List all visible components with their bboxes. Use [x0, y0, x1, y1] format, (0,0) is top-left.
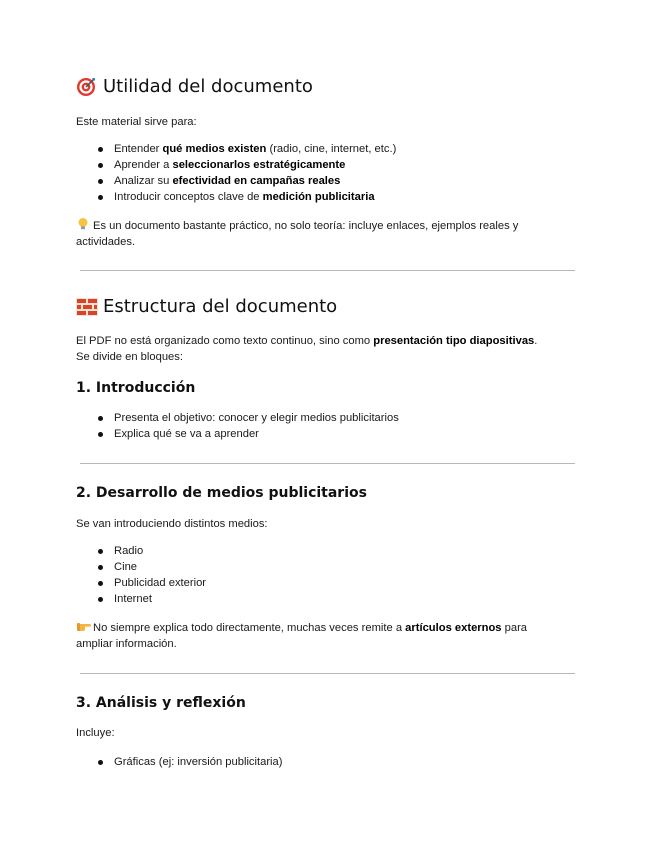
list-item: Cine: [96, 559, 206, 575]
intro-text: Este material sirve para:: [76, 116, 197, 128]
list-item: Entender qué medios existen (radio, cine, internet, etc.): [96, 141, 396, 157]
includes-intro: Incluye:: [76, 727, 115, 739]
list-item: Publicidad exterior: [96, 575, 206, 591]
purpose-list: [96, 141, 396, 205]
block-heading-introduccion: 1. Introducción: [76, 380, 196, 396]
list-item: Explica qué se va a aprender: [96, 426, 399, 442]
divider: [80, 463, 575, 464]
lightbulb-icon: [76, 217, 90, 231]
list-item: Gráficas (ej: inversión publicitaria): [96, 754, 283, 770]
section-title: Estructura del documento: [103, 296, 338, 317]
block-heading-desarrollo: 2. Desarrollo de medios publicitarios: [76, 485, 367, 501]
introduction-list: [96, 410, 399, 442]
list-item: Aprender a seleccionarlos estratégicamente: [96, 157, 396, 173]
list-item: Presenta el objetivo: conocer y elegir medios publicitarios: [96, 410, 399, 426]
pointing-hand-icon: [76, 619, 90, 633]
brick-icon: [76, 297, 96, 317]
list-item: Radio: [96, 543, 206, 559]
media-intro: Se van introduciendo distintos medios:: [76, 518, 268, 530]
section-heading-utilidad: [76, 76, 313, 97]
structure-intro: El PDF no está organizado como texto continuo, sino como presentación tipo diapositivas. Se divide en bloques:: [76, 335, 538, 363]
section-heading-estructura: [76, 296, 337, 317]
divider: [80, 673, 575, 674]
divider: [80, 270, 575, 271]
tip-paragraph: Es un documento bastante práctico, no solo teoría: incluye enlaces, ejemplos reales y actividades.: [76, 217, 576, 250]
note-paragraph: No siempre explica todo directamente, muchas veces remite a artículos externos para ampliar información.: [76, 619, 576, 652]
includes-list: [96, 754, 283, 770]
list-item: Internet: [96, 591, 206, 607]
list-item: Analizar su efectividad en campañas reales: [96, 173, 396, 189]
section-title: Utilidad del documento: [103, 76, 313, 97]
media-list: [96, 543, 206, 607]
target-icon: [76, 77, 96, 97]
block-heading-analisis: 3. Análisis y reflexión: [76, 695, 246, 711]
list-item: Introducir conceptos clave de medición publicitaria: [96, 189, 396, 205]
